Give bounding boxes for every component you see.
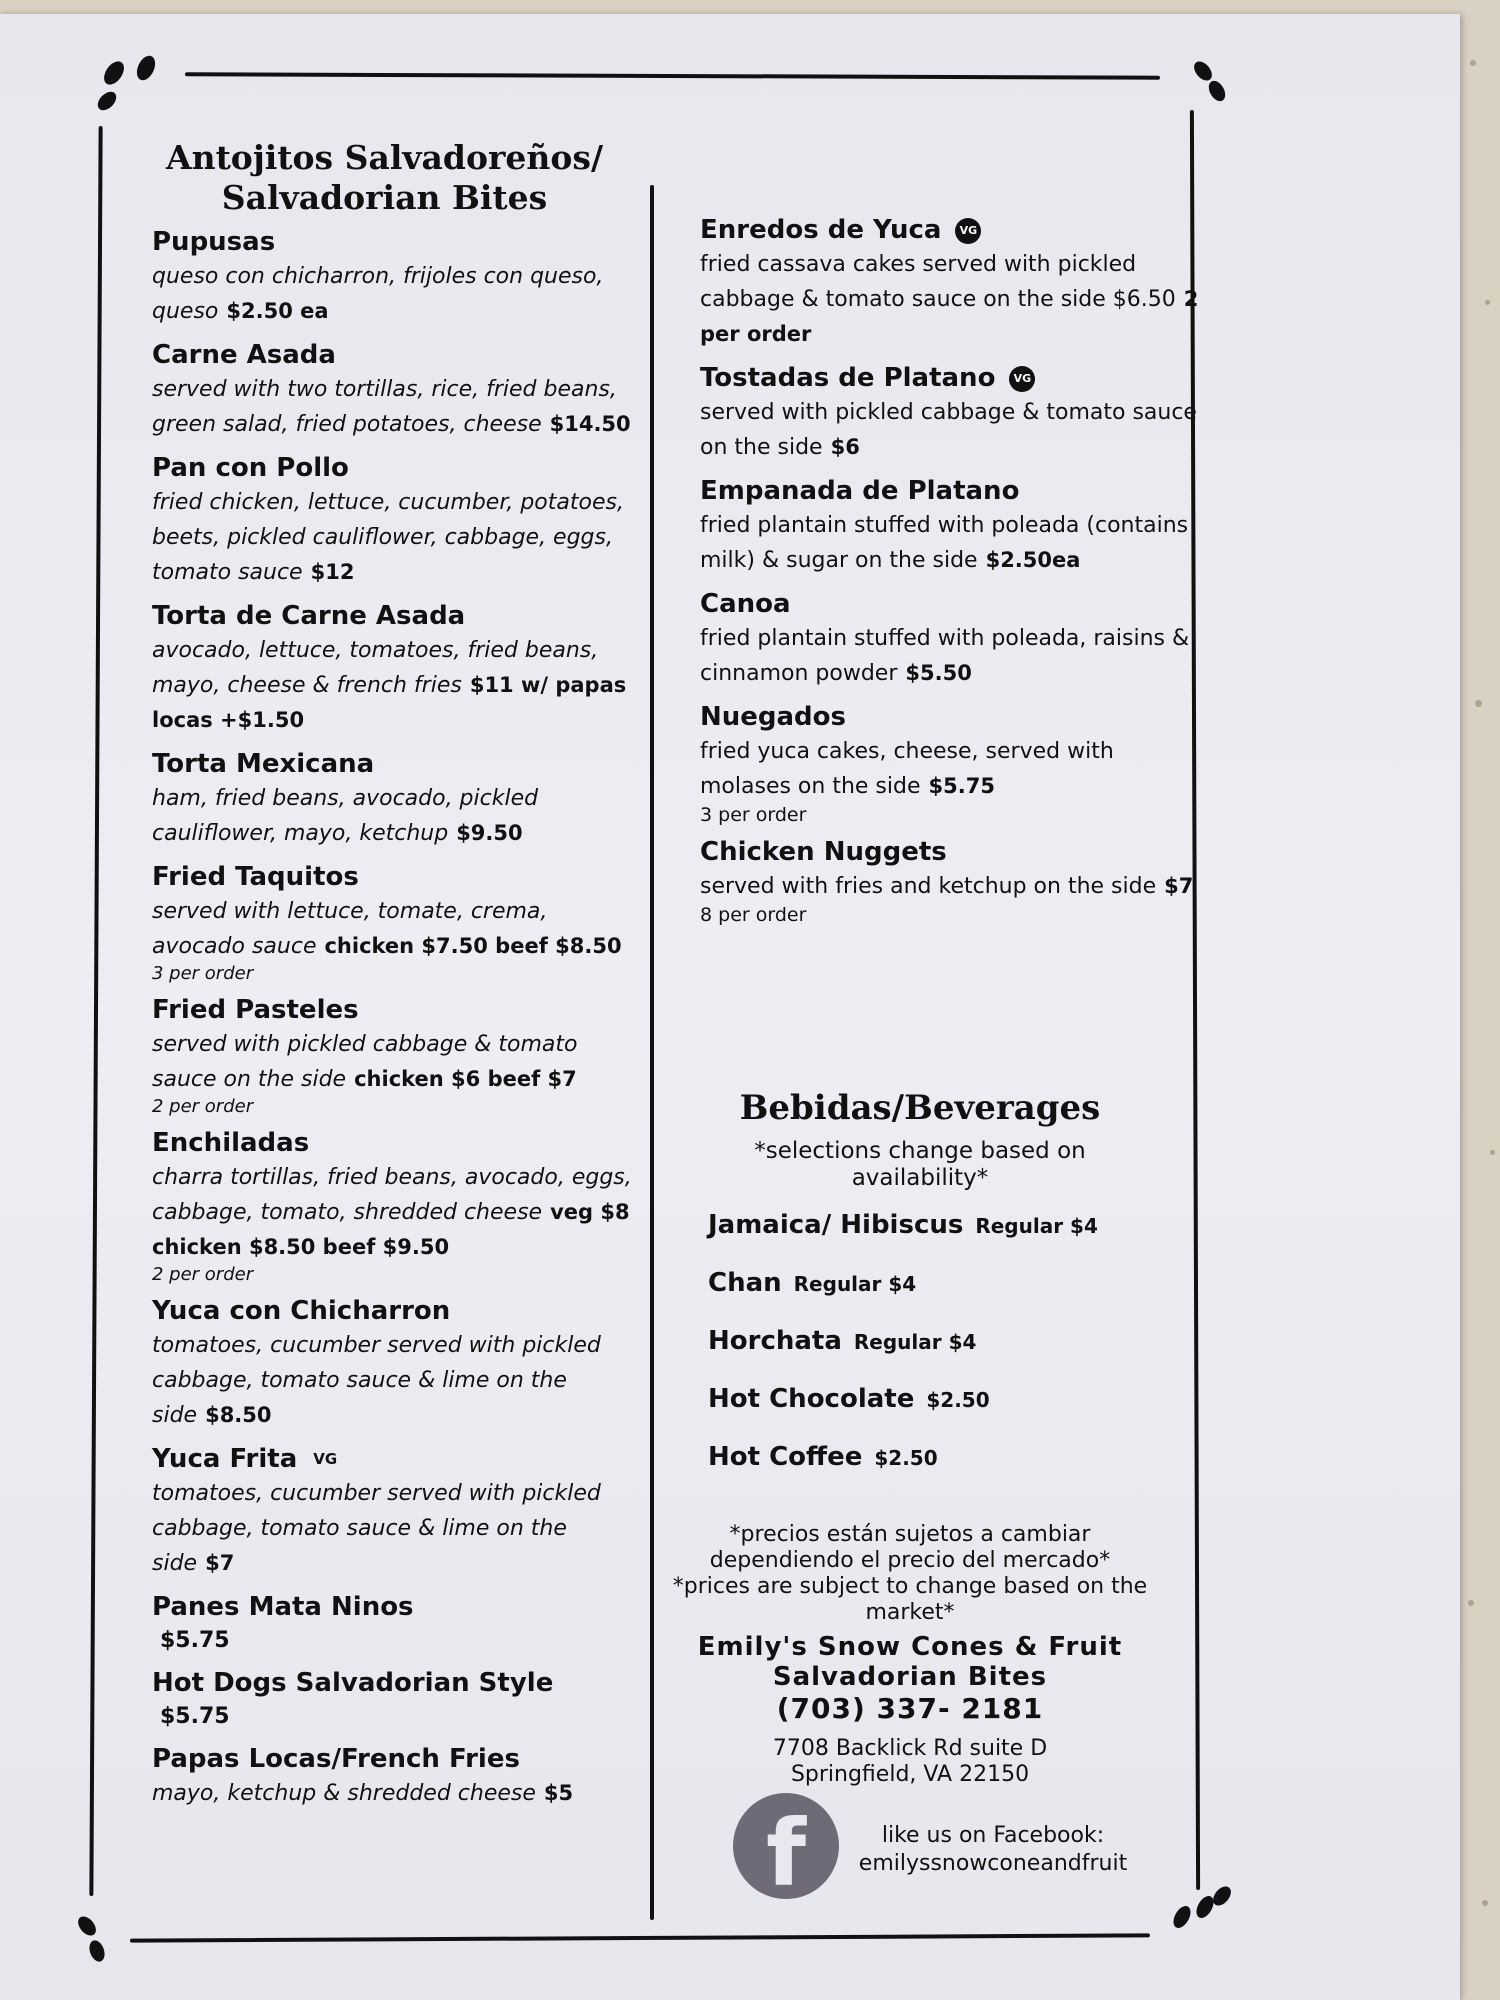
right-column xyxy=(700,214,1200,936)
countertop-speck xyxy=(1468,1600,1474,1606)
menu-item-papas-locas: Papas Locas/French Fries mayo, ketchup & shredded cheese $5 xyxy=(152,1744,574,1806)
facebook-promo: like us on Facebook: emilyssnowconeandfruit xyxy=(838,1822,1148,1878)
disclaimer-english: *prices are subject to change based on the market* xyxy=(672,1574,1148,1625)
menu-item-carne-asada: Carne Asada served with two tortillas, rice, fried beans, green salad, fried potatoes, cheese $14.50 xyxy=(152,340,631,437)
beverage-item: Horchata Regular $4 xyxy=(708,1326,977,1356)
vegan-label: VG xyxy=(313,1450,338,1468)
menu-item-torta-mexicana: Torta Mexicana ham, fried beans, avocado, pickled cauliflower, mayo, ketchup $9.50 xyxy=(152,749,539,846)
menu-item-canoa: Canoa fried plantain stuffed with poleada, raisins & cinnamon powder $5.50 xyxy=(700,589,1190,686)
beverage-item: Chan Regular $4 xyxy=(708,1268,917,1298)
address-line-2: Springfield, VA 22150 xyxy=(790,1762,1030,1787)
menu-item-hot-dogs: Hot Dogs Salvadorian Style $5.75 xyxy=(152,1668,554,1729)
menu-item-yuca-con-chicharron: Yuca con Chicharron tomatoes, cucumber served with pickled cabbage, tomato sauce & lime on the side $8.50 xyxy=(152,1296,601,1428)
countertop-speck xyxy=(1470,60,1476,66)
countertop-speck xyxy=(1485,300,1490,305)
menu-item-fried-taquitos: Fried Taquitos served with lettuce, tomate, crema, avocado sauce chicken $7.50 beef $8.50 3 per order xyxy=(152,862,622,984)
menu-item-torta-de-carne-asada: Torta de Carne Asada avocado, lettuce, tomatoes, fried beans, mayo, cheese & french fries $11 w/ papas locas +$1.50 xyxy=(152,601,627,732)
facebook-icon: f xyxy=(733,1793,839,1899)
countertop-speck xyxy=(1475,700,1482,707)
section-title-beverages: Bebidas/Beverages xyxy=(739,1088,1101,1128)
menu-footer xyxy=(660,1522,1160,1788)
phone-number: (703) 337- 2181 xyxy=(776,1692,1044,1725)
beverage-item: Hot Chocolate $2.50 xyxy=(708,1384,990,1414)
beverages-subtitle: *selections change based on availability* xyxy=(754,1138,1086,1191)
menu-item-tostadas-de-platano: Tostadas de Platano VG served with pickled cabbage & tomato sauce on the side $6 xyxy=(700,363,1197,460)
disclaimer-spanish: *precios están sujetos a cambiar dependiendo el precio del mercado* xyxy=(709,1522,1111,1573)
section-title-salvadorian-bites: Antojitos Salvadoreños/ Salvadorian Bites xyxy=(165,138,604,217)
business-subtitle: Salvadorian Bites xyxy=(772,1662,1048,1692)
menu-item-nuegados: Nuegados fried yuca cakes, cheese, served with molases on the side $5.75 3 per order xyxy=(700,702,1114,826)
countertop-speck xyxy=(1490,1150,1495,1155)
menu-item-empanada-de-platano: Empanada de Platano fried plantain stuffed with poleada (contains milk) & sugar on the side $2.50ea xyxy=(700,476,1189,573)
menu-item-chicken-nuggets: Chicken Nuggets served with fries and ketchup on the side $7 8 per order xyxy=(700,837,1194,926)
address-line-1: 7708 Backlick Rd suite D xyxy=(772,1736,1048,1761)
beverages-section xyxy=(680,1088,1160,1500)
vegan-badge-icon: VG xyxy=(1009,366,1035,392)
menu-item-pupusas: Pupusas queso con chicharron, frijoles con queso, queso $2.50 ea xyxy=(152,227,604,324)
menu-item-yuca-frita: Yuca Frita VG tomatoes, cucumber served with pickled cabbage, tomato sauce & lime on the side $7 xyxy=(152,1444,601,1576)
menu-item-enredos-de-yuca: Enredos de Yuca VG fried cassava cakes served with pickled cabbage & tomato sauce on the side $6.50 2 per order xyxy=(700,215,1199,346)
menu-item-panes-mata-ninos: Panes Mata Ninos $5.75 xyxy=(152,1592,414,1653)
menu-item-pan-con-pollo: Pan con Pollo fried chicken, lettuce, cucumber, potatoes, beets, pickled cauliflower, cabbage, eggs, tomato sauce $12 xyxy=(152,453,624,585)
business-name: Emily's Snow Cones & Fruit xyxy=(697,1632,1123,1662)
menu-item-enchiladas: Enchiladas charra tortillas, fried beans, avocado, eggs, cabbage, tomato, shredded cheese veg $8 chicken $8.50 beef $9.50 2 per order xyxy=(152,1128,632,1285)
countertop-speck xyxy=(1482,1900,1488,1906)
beverage-item: Hot Coffee $2.50 xyxy=(708,1442,938,1472)
facebook-handle: emilyssnowconeandfruit xyxy=(858,1851,1128,1876)
vegan-badge-icon: VG xyxy=(955,218,981,244)
left-column xyxy=(132,138,637,1821)
beverage-item: Jamaica/ Hibiscus Regular $4 xyxy=(708,1210,1098,1240)
column-divider xyxy=(650,185,654,1920)
menu-item-fried-pasteles: Fried Pasteles served with pickled cabbage & tomato sauce on the side chicken $6 beef $7 2 per order xyxy=(152,995,578,1117)
